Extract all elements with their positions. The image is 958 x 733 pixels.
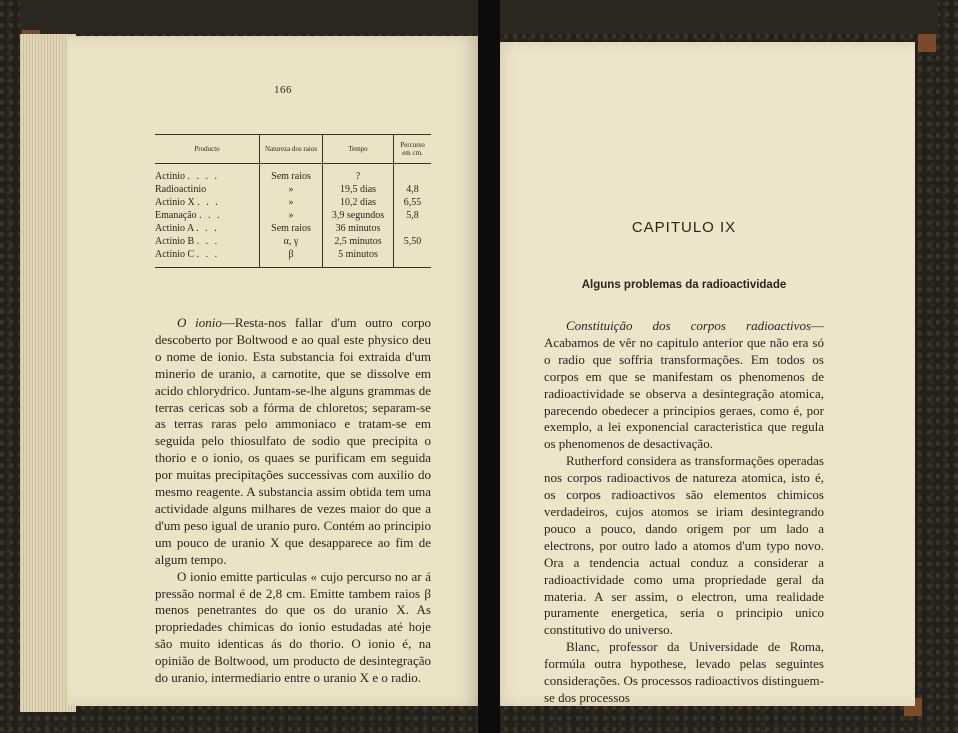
time-cell: 2,5 minutos [323, 235, 394, 248]
paragraph-body: —Resta-nos fallar d'um outro corpo descoberto por Boltwood e ao qual este physico deu o nome de ionio. Esta substancia foi extraida d'um minerio de uranio, a carnotite, que se dissolve em acido chlorydrico. Juntam-se-lhe alguns grammas de terras cericas sob a fórma de chloretos; separam-se as terras raras pelo ammoniaco e tratam-se em seguida pelo thiosulfato de sodio que precipita o thorio e o ionio, os quaes se purificam em seguida por muitas precipitações successivas com auxilio do mesmo reagente. A substancia assim obtida tem uma actividade alguns milhares de vezes maior do que a d'um peso igual de uranio puro. Contém ao principio um pouco de uranio X que desapparece ao fim de algum tempo. [155, 315, 431, 567]
product-name: Actinio B [155, 236, 195, 247]
rays-cell: » [260, 196, 323, 209]
paragraph: Rutherford considera as transformações operadas nos corpos radioactivos de natureza atomica, isto é, os corpos radioactivos são elementos chimicos verdadeiros, cujos atomos se iriam desintegrando pouco a pouco, dando origem por um lado a electrons, por outro lado a atomos d'um typo novo. Ora a tendencia actual conduz a considerar a radioactividade como uma propriedade geral da materia. A ser assim, o electron, uma realidade puramente energetica, seria o principio unico constitutivo do universo. [544, 453, 824, 638]
table-row [155, 196, 431, 209]
paragraph [155, 315, 431, 569]
product-name: Actinio X [155, 197, 195, 208]
range-cell: 4,8 [394, 183, 432, 196]
paragraph [544, 318, 824, 453]
time-cell: 5 minutos [323, 248, 394, 261]
paragraph-lead: O ionio [177, 315, 222, 330]
chapter-heading: CAPITULO IX [631, 219, 737, 236]
table-row [155, 248, 431, 261]
header-rays: Natureza dos raios [260, 135, 323, 164]
time-cell: 10,2 dias [323, 196, 394, 209]
product-name: Emanação [155, 210, 197, 221]
table-header-row [155, 135, 431, 164]
decay-table [155, 134, 431, 268]
product-name: Actinio A [155, 223, 194, 234]
table-row [155, 209, 431, 222]
section-title: Alguns problemas da radioactividade [581, 279, 787, 291]
book-gutter [478, 0, 500, 733]
table-row [155, 222, 431, 235]
product-name: Radioactinio [155, 184, 207, 195]
rays-cell: » [260, 183, 323, 196]
time-cell: 19,5 dias [323, 183, 394, 196]
leader-dots: . . . [196, 236, 220, 247]
leader-dots: . . . . [187, 171, 219, 182]
rays-cell: β [260, 248, 323, 261]
right-body-text [544, 318, 824, 707]
time-cell: 36 minutos [323, 222, 394, 235]
paragraph-lead: Constituição dos corpos radioactivos [566, 318, 811, 333]
product-name: Actinio [155, 171, 185, 182]
rays-cell: α, γ [260, 235, 323, 248]
rays-cell: » [260, 209, 323, 222]
leader-dots: . . . [199, 210, 222, 221]
left-body-text [155, 315, 431, 687]
rays-cell: Sem raios [260, 222, 323, 235]
paragraph: O ionio emitte particulas « cujo percurso no ar á pressão normal é de 2,8 cm. Emitte tambem raios β menos penetrantes do que os do uranio X. As propriedades chimicas do ionio estudadas até hoje são muito identicas ás do thorio. O ionio é, na opinião de Boltwood, um producto de desintegração do uranio, intermediario entre o uranio X e o radio. [155, 568, 431, 686]
range-cell [394, 170, 432, 183]
range-cell [394, 222, 432, 235]
range-cell: 5,50 [394, 235, 432, 248]
rays-cell: Sem raios [260, 170, 323, 183]
range-cell: 6,55 [394, 196, 432, 209]
table-row [155, 170, 431, 183]
table-row [155, 183, 431, 196]
leader-dots: . . . [197, 197, 220, 208]
page-number: 166 [274, 84, 292, 96]
header-range: Percurso em cm. [394, 135, 432, 164]
table-row [155, 235, 431, 248]
range-cell [394, 248, 432, 261]
time-cell: ? [323, 170, 394, 183]
time-cell: 3,9 segundos [323, 209, 394, 222]
leader-dots: . . . [196, 249, 220, 260]
cover-corner-right [918, 34, 936, 52]
paragraph-body: —Acabamos de vêr no capitulo anterior que não era só o radio que soffria transformações. Em todos os corpos em que se manifestam os phenomenos de radioactividade se observa a desintegração atomica, parecendo obedecer a principios geraes, como é, por exemplo, a lei exponencial caracteristica que regula os phenomenos de desactivação. [544, 318, 824, 452]
range-cell: 5,8 [394, 209, 432, 222]
header-time: Tempo [323, 135, 394, 164]
leader-dots: . . . [196, 223, 219, 234]
paragraph: Blanc, professor da Universidade de Roma, formúla outra hypothese, levado pelas seguintes considerações. Os processos radioactivos distinguem-se dos processos [544, 639, 824, 705]
product-name: Actinio C [155, 249, 195, 260]
header-product: Producto [155, 135, 260, 164]
